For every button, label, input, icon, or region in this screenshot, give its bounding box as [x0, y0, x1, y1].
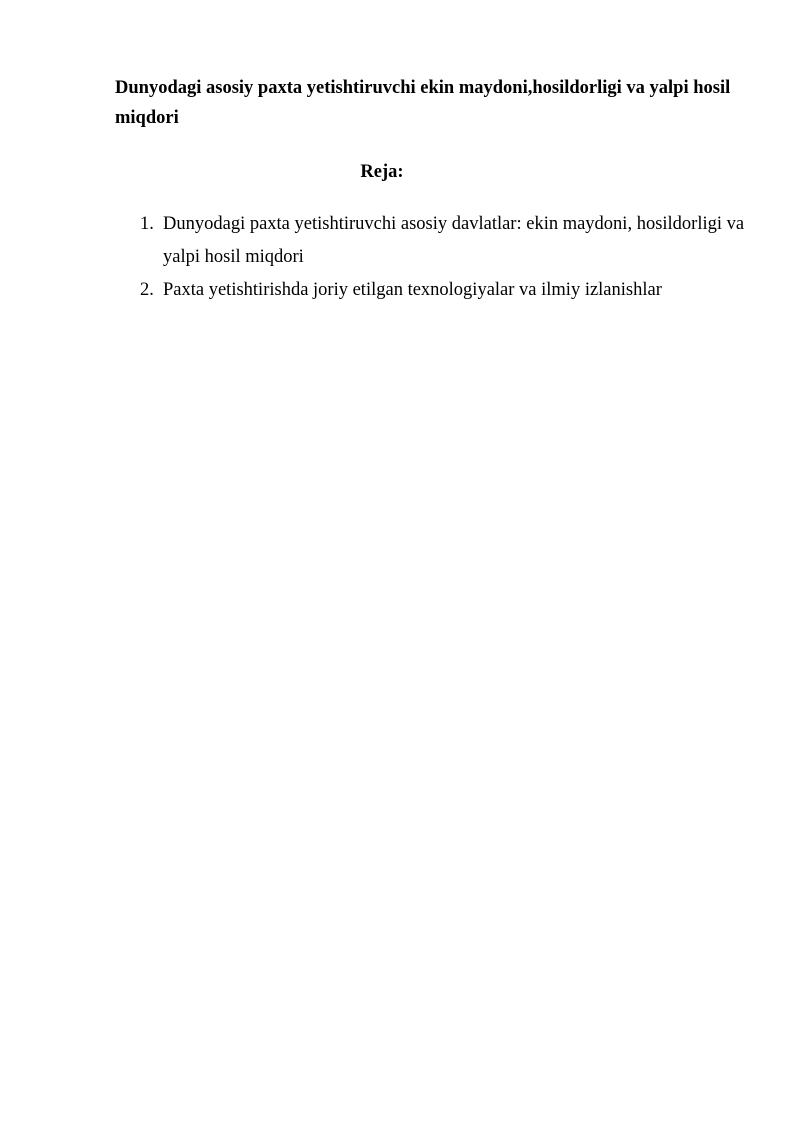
plan-heading: Reja: [360, 162, 404, 182]
plan-item-number: 2. [140, 280, 154, 300]
plan-list [115, 208, 755, 307]
plan-item-number: 1. [140, 214, 154, 234]
plan-item-text: Dunyodagi paxta yetishtiruvchi asosiy davlatlar: ekin maydoni, hosildorligi va yalpi hosil miqdori [163, 214, 745, 267]
plan-item-text: Paxta yetishtirishda joriy etilgan texnologiyalar va ilmiy izlanishlar [163, 280, 662, 300]
document-title: Dunyodagi asosiy paxta yetishtiruvchi ekin maydoni,hosildorligi va yalpi hosil miqdori [115, 78, 731, 128]
plan-item-2 [115, 274, 755, 307]
plan-item-1 [115, 208, 755, 274]
